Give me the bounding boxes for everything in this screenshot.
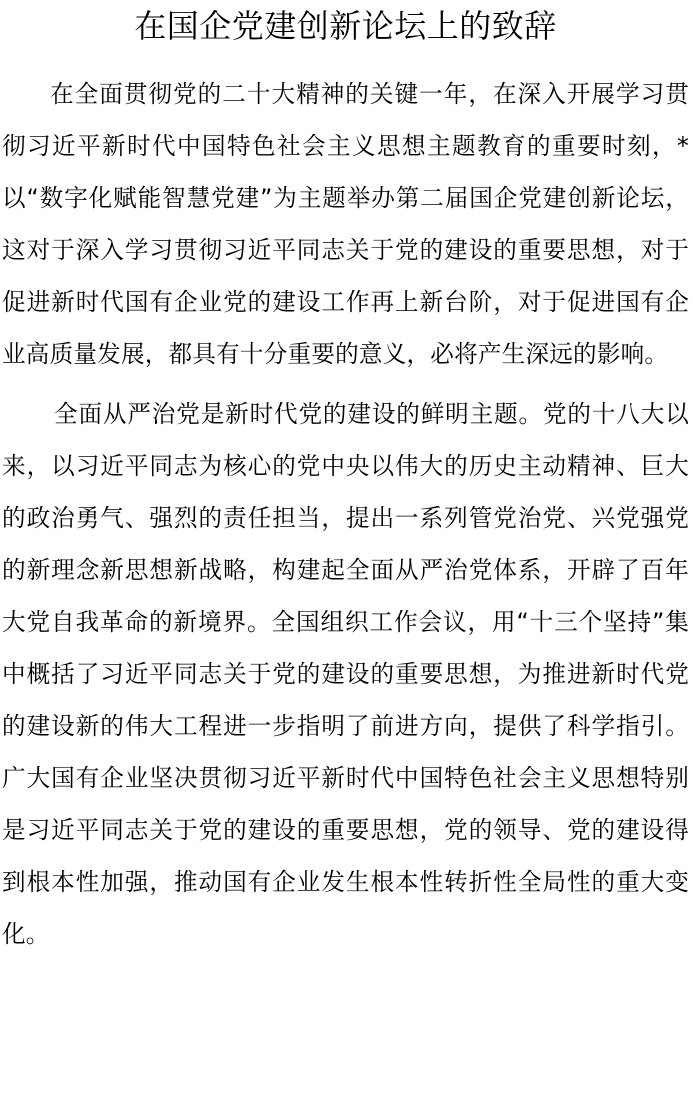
document-title: 在国企党建创新论坛上的致辞 [134, 7, 557, 45]
paragraph-2: 全面从严治党是新时代党的建设的鲜明主题。党的十八大以来，以习近平同志为核心的党中央以伟大的历史主动精神、巨大的政治勇气、强烈的责任担当，提出一系列管党治党、兴党强党的新理念新思想新战略，构建起全面从严治党体系，开辟了百年大党自我革命的新境界。全国组织工作会议，用“十三个坚持”集中概括了习近平同志关于党的建设的重要思想，为推进新时代党的建设新的伟大工程进一步指明了前进方向，提供了科学指引。广大国有企业坚决贯彻习近平新时代中国特色社会主义思想特别是习近平同志关于党的建设的重要思想，党的领导、党的建设得到根本性加强，推动国有企业发生根本性转折性全局性的重大变化。 [2, 400, 689, 948]
paragraph-1: 在全面贯彻党的二十大精神的关键一年，在深入开展学习贯彻习近平新时代中国特色社会主义思想主题教育的重要时刻，*以“数字化赋能智慧党建”为主题举办第二届国企党建创新论坛，这对于深入学习贯彻习近平同志关于党的建设的重要思想，对于促进新时代国有企业党的建设工作再上新台阶，对于促进国有企业高质量发展，都具有十分重要的意义，必将产生深远的影响。 [2, 80, 689, 368]
